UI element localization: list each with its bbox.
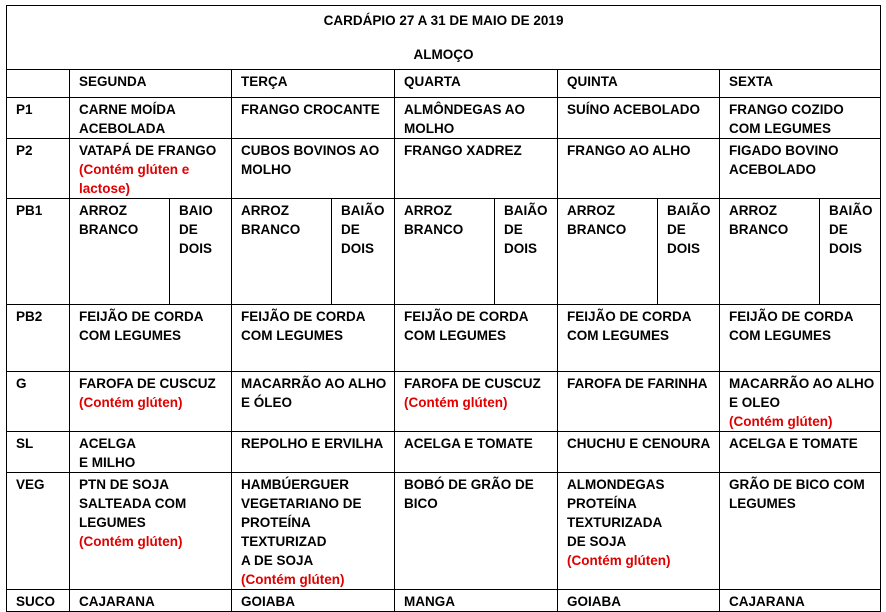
- menu-item-name: FEIJÃO DE CORDA COM LEGUMES: [729, 309, 854, 343]
- menu-cell: [232, 305, 395, 372]
- menu-item-b: BAIO DE DOIS: [170, 199, 232, 304]
- menu-cell: [558, 473, 720, 590]
- allergen-note: (Contém glúten e lactose): [79, 162, 190, 196]
- split-cell: [558, 199, 719, 304]
- menu-row-g: [7, 372, 881, 432]
- menu-cell: [232, 139, 395, 199]
- menu-item-a: ARROZ BRANCO: [567, 203, 627, 237]
- menu-item-name: ALMONDEGAS PROTEÍNA TEXTURIZADA DE SOJA: [567, 477, 665, 549]
- menu-item-name: FRANGO XADREZ: [404, 143, 522, 158]
- menu-cell: [70, 199, 232, 305]
- menu-item-name: GOIABA: [241, 594, 295, 609]
- menu-cell: [70, 590, 232, 612]
- menu-cell: [395, 432, 558, 473]
- menu-item-name: HAMBÚERGUER VEGETARIANO DE PROTEÍNA TEXTURIZAD A DE SOJA: [241, 477, 362, 568]
- menu-row-veg: [7, 473, 881, 590]
- menu-item-name: FRANGO CROCANTE: [241, 102, 380, 117]
- menu-item-name: FEIJÃO DE CORDA COM LEGUMES: [567, 309, 692, 343]
- menu-item-name: FAROFA DE FARINHA: [567, 376, 708, 391]
- menu-cell: [232, 199, 395, 305]
- menu-cell: [232, 98, 395, 139]
- day-header: QUARTA: [395, 70, 558, 98]
- split-cell: [232, 199, 394, 304]
- menu-item-name: SUÍNO ACEBOLADO: [567, 102, 701, 117]
- menu-row-suco: [7, 590, 881, 612]
- menu-item-name: GOIABA: [567, 594, 621, 609]
- menu-cell: [232, 372, 395, 432]
- menu-item-name: FAROFA DE CUSCUZ: [404, 376, 541, 391]
- menu-item-b: BAIÃO DE DOIS: [658, 199, 720, 304]
- menu-item-name: FEIJÃO DE CORDA COM LEGUMES: [79, 309, 204, 343]
- title-cell: [7, 6, 881, 70]
- corner-cell: [7, 70, 70, 98]
- allergen-note: (Contém glúten): [79, 395, 183, 410]
- row-label: P1: [7, 98, 70, 139]
- menu-cell: [720, 139, 881, 199]
- day-header: TERÇA: [232, 70, 395, 98]
- menu-cell: [70, 473, 232, 590]
- menu-item-name: CHUCHU E CENOURA: [567, 436, 711, 451]
- menu-item-a: ARROZ BRANCO: [79, 203, 139, 237]
- menu-cell: [558, 199, 720, 305]
- menu-cell: [395, 305, 558, 372]
- menu-cell: [558, 432, 720, 473]
- menu-cell: [558, 372, 720, 432]
- menu-cell: [720, 305, 881, 372]
- menu-item-name: FEIJÃO DE CORDA COM LEGUMES: [241, 309, 366, 343]
- menu-item-name: ACELGA E MILHO: [79, 436, 136, 470]
- menu-item-name: ALMÔNDEGAS AO MOLHO: [404, 102, 525, 136]
- menu-item-a: ARROZ BRANCO: [729, 203, 789, 237]
- menu-item-name: PTN DE SOJA SALTEADA COM LEGUMES: [79, 477, 187, 530]
- menu-cell: [232, 432, 395, 473]
- allergen-note: (Contém glúten): [241, 572, 345, 587]
- row-label: VEG: [7, 473, 70, 590]
- menu-cell: [720, 98, 881, 139]
- row-label: P2: [7, 139, 70, 199]
- menu-item-name: GRÃO DE BICO COM LEGUMES: [729, 477, 865, 511]
- menu-item-b: BAIÃO DE DOIS: [495, 199, 558, 304]
- allergen-note: (Contém glúten): [567, 553, 671, 568]
- allergen-note: (Contém glúten): [729, 414, 833, 429]
- allergen-note: (Contém glúten): [404, 395, 508, 410]
- row-label: SUCO: [7, 590, 70, 612]
- day-header: SEGUNDA: [70, 70, 232, 98]
- row-label: PB2: [7, 305, 70, 372]
- menu-item-b: BAIÃO DE DOIS: [820, 199, 881, 304]
- menu-item-name: CAJARANA: [729, 594, 805, 609]
- row-label: G: [7, 372, 70, 432]
- menu-cell: [232, 473, 395, 590]
- menu-cell: [70, 98, 232, 139]
- menu-row-pb1: [7, 199, 881, 305]
- split-cell: [720, 199, 880, 304]
- menu-item-name: FRANGO COZIDO COM LEGUMES: [729, 102, 844, 136]
- menu-item-name: ACELGA E TOMATE: [729, 436, 858, 451]
- menu-row-p2: [7, 139, 881, 199]
- menu-cell: [720, 590, 881, 612]
- menu-item-name: CAJARANA: [79, 594, 155, 609]
- menu-item-name: FAROFA DE CUSCUZ: [79, 376, 216, 391]
- menu-cell: [395, 139, 558, 199]
- menu-cell: [720, 199, 881, 305]
- row-label: PB1: [7, 199, 70, 305]
- menu-cell: [395, 473, 558, 590]
- menu-table-body: [7, 6, 881, 612]
- menu-cell: [395, 590, 558, 612]
- menu-item-name: CARNE MOÍDA ACEBOLADA: [79, 102, 176, 136]
- menu-item-name: MANGA: [404, 594, 455, 609]
- allergen-note: (Contém glúten): [79, 534, 183, 549]
- menu-item-name: VATAPÁ DE FRANGO: [79, 143, 217, 158]
- menu-cell: [720, 473, 881, 590]
- menu-row-p1: [7, 98, 881, 139]
- menu-item-name: BOBÓ DE GRÃO DE BICO: [404, 477, 534, 511]
- menu-row-pb2: [7, 305, 881, 372]
- split-cell: [395, 199, 557, 304]
- menu-cell: [70, 432, 232, 473]
- split-cell: [70, 199, 231, 304]
- menu-item-a: ARROZ BRANCO: [241, 203, 301, 237]
- menu-item-b: BAIÃO DE DOIS: [332, 199, 395, 304]
- menu-cell: [395, 372, 558, 432]
- menu-cell: [558, 139, 720, 199]
- menu-cell: [70, 305, 232, 372]
- menu-cell: [720, 372, 881, 432]
- menu-cell: [558, 305, 720, 372]
- menu-table: [6, 5, 881, 612]
- day-header: SEXTA: [720, 70, 881, 98]
- menu-item-name: FEIJÃO DE CORDA COM LEGUMES: [404, 309, 529, 343]
- menu-cell: [558, 98, 720, 139]
- menu-item-name: MACARRÃO AO ALHO E ÓLEO: [241, 376, 387, 410]
- day-header-row: [7, 70, 881, 98]
- menu-item-name: CUBOS BOVINOS AO MOLHO: [241, 143, 380, 177]
- menu-item-name: FRANGO AO ALHO: [567, 143, 691, 158]
- title-row: [7, 6, 881, 70]
- menu-title: CARDÁPIO 27 A 31 DE MAIO DE 2019: [323, 13, 564, 28]
- menu-row-sl: [7, 432, 881, 473]
- menu-cell: [232, 590, 395, 612]
- menu-cell: [395, 98, 558, 139]
- menu-cell: [70, 372, 232, 432]
- menu-cell: [720, 432, 881, 473]
- menu-cell: [70, 139, 232, 199]
- row-label: SL: [7, 432, 70, 473]
- day-header: QUINTA: [558, 70, 720, 98]
- menu-cell: [395, 199, 558, 305]
- menu-subtitle: ALMOÇO: [413, 47, 474, 62]
- menu-item-name: MACARRÃO AO ALHO E OLEO: [729, 376, 875, 410]
- menu-item-a: ARROZ BRANCO: [404, 203, 464, 237]
- menu-item-name: ACELGA E TOMATE: [404, 436, 533, 451]
- menu-item-name: FIGADO BOVINO ACEBOLADO: [729, 143, 839, 177]
- menu-item-name: REPOLHO E ERVILHA: [241, 436, 384, 451]
- menu-cell: [558, 590, 720, 612]
